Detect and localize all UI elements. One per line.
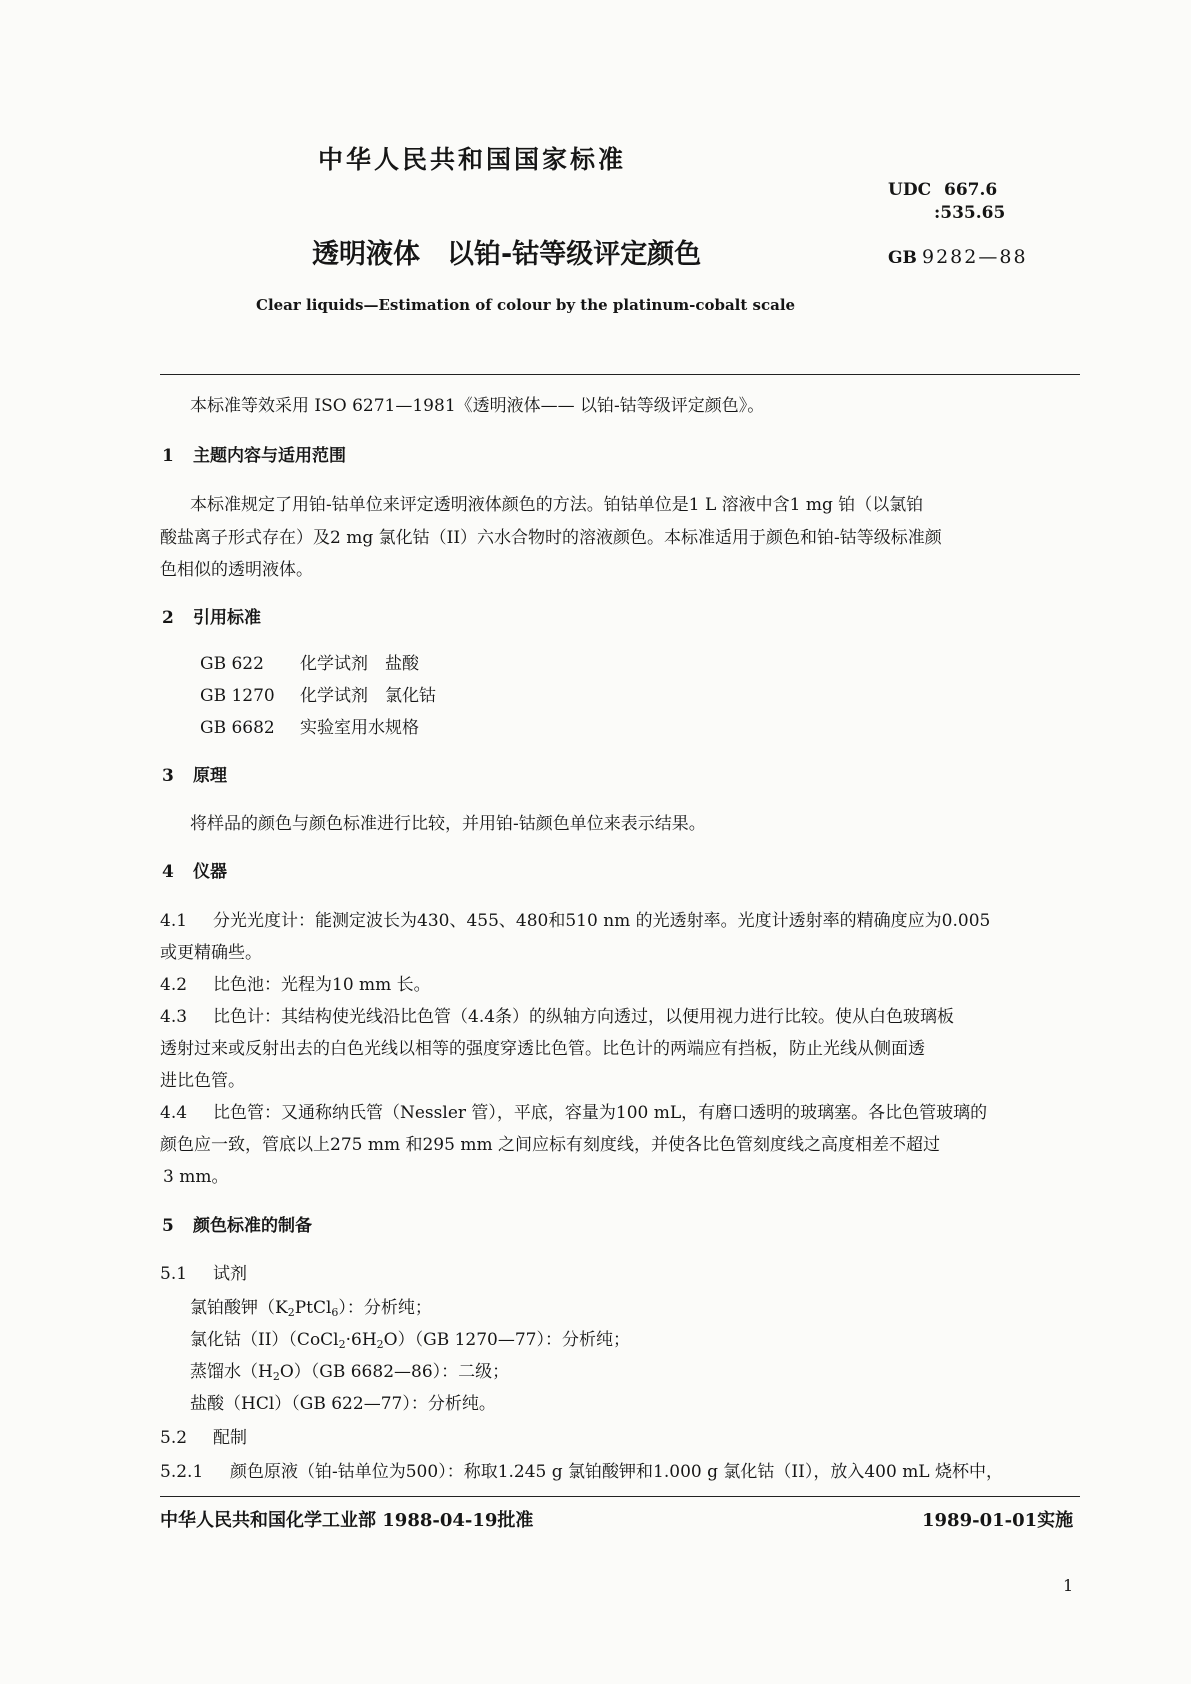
page-number: 1 [1063, 1576, 1074, 1595]
clause-4-4-line-2: 颜色应一致，管底以上275 mm 和295 mm 之间应标有刻度线，并使各比色管刻度线之高度相差不超过 [160, 1135, 940, 1155]
section-2-number: 2 [162, 608, 174, 628]
section-5-number: 5 [162, 1216, 174, 1236]
effective-date: 1989-01-01实施 [922, 1510, 1074, 1531]
document-title-cn: 透明液体 以铂-钴等级评定颜色 [312, 239, 702, 270]
section-3-text: 将样品的颜色与颜色标准进行比较，并用铂-钴颜色单位来表示结果。 [190, 814, 706, 834]
reference-name: 化学试剂 氯化钴 [300, 686, 436, 706]
reagent-line-2: 氯化钴$(II)(CoCl_2\cdot 6H_2O)(GB$ 1270—77）：分析纯； [190, 1330, 630, 1351]
footer-divider [160, 1496, 1080, 1497]
approval-line: 中华人民共和国化学工业部 1988-04-19批准 [160, 1510, 534, 1531]
reference-code: GB 6682 [200, 718, 275, 738]
udc-code-line2: :535.65 [934, 203, 1006, 223]
reference-code: GB 622 [200, 654, 264, 674]
clause-4-3-line-1: 比色计：其结构使光线沿比色管（4.4条）的纵轴方向透过，以便用视力进行比较。使从白色玻璃板 [213, 1007, 955, 1027]
clause-5-2-heading: 配制 [213, 1428, 247, 1448]
reagent-line-1: 氯铂酸钾$(K_2PtCl_6)$：分析纯； [190, 1298, 432, 1319]
clause-5-2-1-text: 颜色原液（铂-钴单位为500）：称取1.245 g 氯铂酸钾和1.000 g 氯化钴（II），放入400 mL 烧杯中， [230, 1462, 1004, 1482]
clause-4-3-line-2: 透射过来或反射出去的白色光线以相等的强度穿透比色管。比色计的两端应有挡板，防止光线从侧面透 [160, 1039, 925, 1059]
intro-paragraph: 本标准等效采用 ISO 6271—1981《透明液体—— 以铂-钴等级评定颜色》。 [190, 396, 765, 416]
gb-label: GB [888, 248, 917, 268]
clause-4-3-line-3: 进比色管。 [160, 1071, 245, 1091]
section-1-number: 1 [162, 446, 174, 466]
clause-5-2-1-number: 5.2.1 [160, 1462, 204, 1482]
clause-4-2-number: 4.2 [160, 975, 188, 995]
section-3-heading: 原理 [193, 766, 227, 786]
clause-4-1-line-2: 或更精确些。 [160, 943, 262, 963]
section-2-heading: 引用标准 [193, 608, 261, 628]
clause-4-3-number: 4.3 [160, 1007, 188, 1027]
reference-name: 化学试剂 盐酸 [300, 654, 419, 674]
country-standard-title: 中华人民共和国国家标准 [318, 145, 627, 174]
section-1-line-3: 色相似的透明液体。 [160, 560, 313, 580]
section-4-heading: 仪器 [193, 862, 227, 882]
clause-5-1-heading: 试剂 [213, 1264, 247, 1284]
section-4-number: 4 [162, 862, 174, 882]
clause-4-4-line-1: 比色管：又通称纳氏管（Nessler 管），平底，容量为100 mL，有磨口透明的玻璃塞。各比色管玻璃的 [213, 1103, 988, 1123]
reference-code: GB 1270 [200, 686, 275, 706]
document-title-en: Clear liquids—Estimation of colour by the platinum-cobalt scale [256, 296, 796, 314]
clause-5-1-number: 5.1 [160, 1264, 188, 1284]
section-1-line-1: 本标准规定了用铂-钴单位来评定透明液体颜色的方法。铂钴单位是1 L 溶液中含1 mg 铂（以氯铂 [190, 495, 924, 515]
reference-name: 实验室用水规格 [300, 718, 419, 738]
header-divider [160, 374, 1080, 375]
gb-number: 9282—88 [922, 246, 1028, 268]
section-1-heading: 主题内容与适用范围 [193, 446, 346, 466]
section-3-number: 3 [162, 766, 174, 786]
clause-5-2-number: 5.2 [160, 1428, 188, 1448]
reagent-line-4: 盐酸（HCl）（GB 622—77）：分析纯。 [190, 1394, 496, 1414]
section-5-heading: 颜色标准的制备 [193, 1216, 312, 1236]
clause-4-1-number: 4.1 [160, 911, 188, 931]
clause-4-4-number: 4.4 [160, 1103, 188, 1123]
reagent-line-3: 蒸馏水$(H_2O)(GB$ 6682—86）：二级； [190, 1362, 510, 1383]
section-1-line-2: 酸盐离子形式存在）及2 mg 氯化钴（II）六水合物时的溶液颜色。本标准适用于颜色和铂-钴等级标准颜 [160, 528, 942, 548]
clause-4-4-line-3: 3 mm。 [163, 1167, 229, 1187]
udc-code-line1: 667.6 [944, 180, 998, 200]
udc-label: UDC [888, 180, 932, 200]
clause-4-2-line-1: 比色池：光程为10 mm 长。 [213, 975, 431, 995]
clause-4-1-line-1: 分光光度计：能测定波长为430、455、480和510 nm 的光透射率。光度计透射率的精确度应为0.005 [213, 911, 991, 931]
